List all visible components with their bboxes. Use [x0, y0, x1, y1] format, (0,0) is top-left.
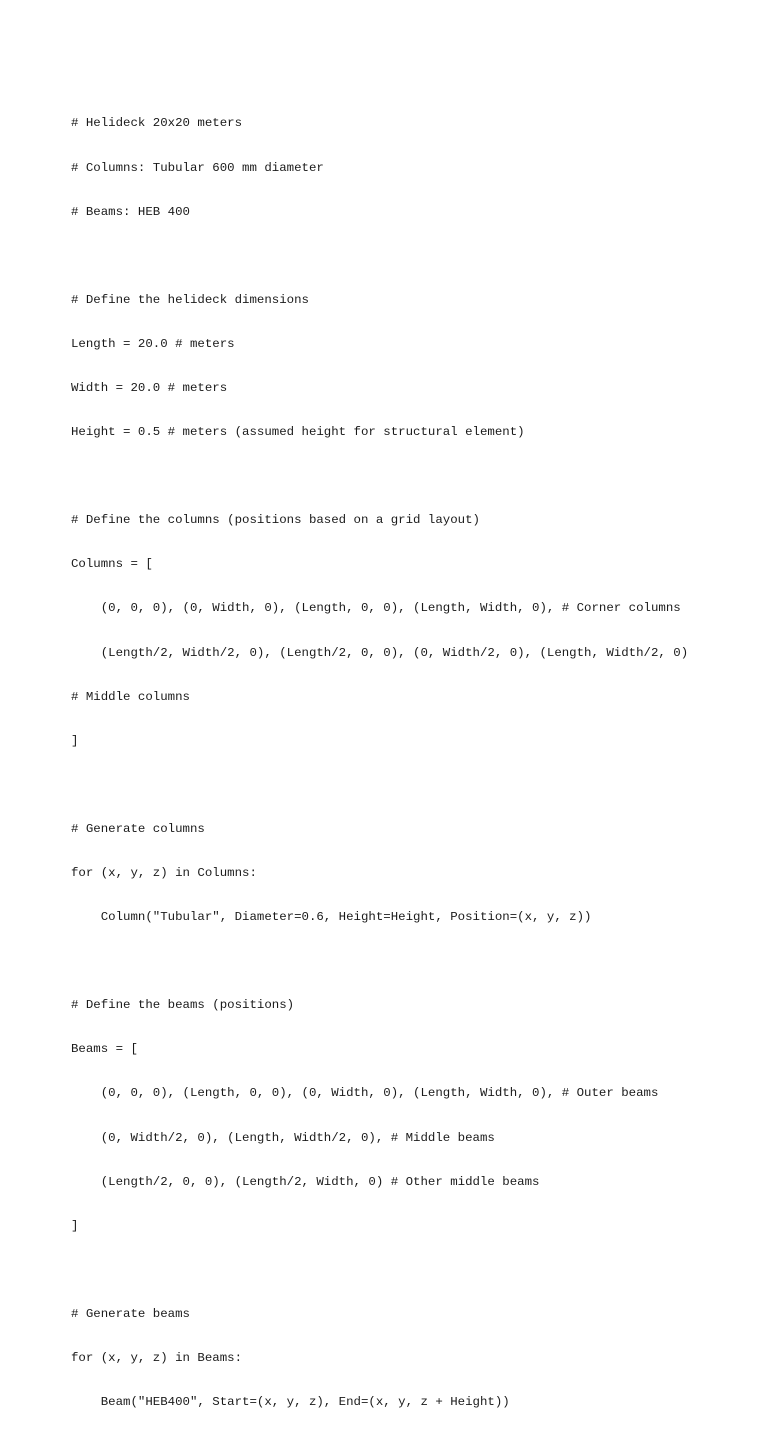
code-line: Column("Tubular", Diameter=0.6, Height=Height, Position=(x, y, z)) [71, 910, 592, 925]
code-line: (Length/2, 0, 0), (Length/2, Width, 0) # Other middle beams [71, 1174, 540, 1189]
code-line: # Define the helideck dimensions [71, 292, 309, 307]
code-line: for (x, y, z) in Columns: [71, 866, 257, 880]
code-line: Width = 20.0 # meters [71, 380, 228, 395]
code-line [71, 249, 688, 264]
code-line: Beams = [ [71, 1042, 138, 1057]
code-line: Length = 20.0 # meters [71, 336, 235, 351]
code-line: # Helideck 20x20 meters [71, 116, 243, 131]
code-line: ] [71, 1218, 79, 1233]
code-line: Columns = [ [71, 557, 153, 572]
code-line: (0, Width/2, 0), (Length, Width/2, 0), # Middle beams [71, 1130, 495, 1145]
code-line: (0, 0, 0), (0, Width, 0), (Length, 0, 0), (Length, Width, 0), # Corner columns [71, 601, 681, 616]
code-line: Height = 0.5 # meters (assumed height for structural element) [71, 425, 525, 440]
code-line: Beam("HEB400", Start=(x, y, z), End=(x, y, z + Height)) [71, 1395, 510, 1410]
code-line: (Length/2, Width/2, 0), (Length/2, 0, 0), (0, Width/2, 0), (Length, Width/2, 0) [71, 645, 689, 660]
code-line [71, 1263, 688, 1278]
code-line: # Middle columns [71, 689, 190, 704]
code-line: (0, 0, 0), (Length, 0, 0), (0, Width, 0), (Length, Width, 0), # Outer beams [71, 1086, 659, 1101]
code-line: # Define the columns (positions based on a grid layout) [71, 513, 480, 528]
code-line: # Beams: HEB 400 [71, 204, 190, 219]
code-line [71, 954, 688, 969]
code-line: # Generate columns [71, 821, 205, 836]
code-line: # Define the beams (positions) [71, 998, 295, 1013]
code-line [71, 469, 688, 484]
code-block [71, 87, 688, 1439]
code-line: ] [71, 733, 79, 748]
code-line [71, 778, 688, 793]
code-line: # Generate beams [71, 1306, 190, 1321]
code-line: # Columns: Tubular 600 mm diameter [71, 160, 324, 175]
code-line: for (x, y, z) in Beams: [71, 1351, 243, 1366]
